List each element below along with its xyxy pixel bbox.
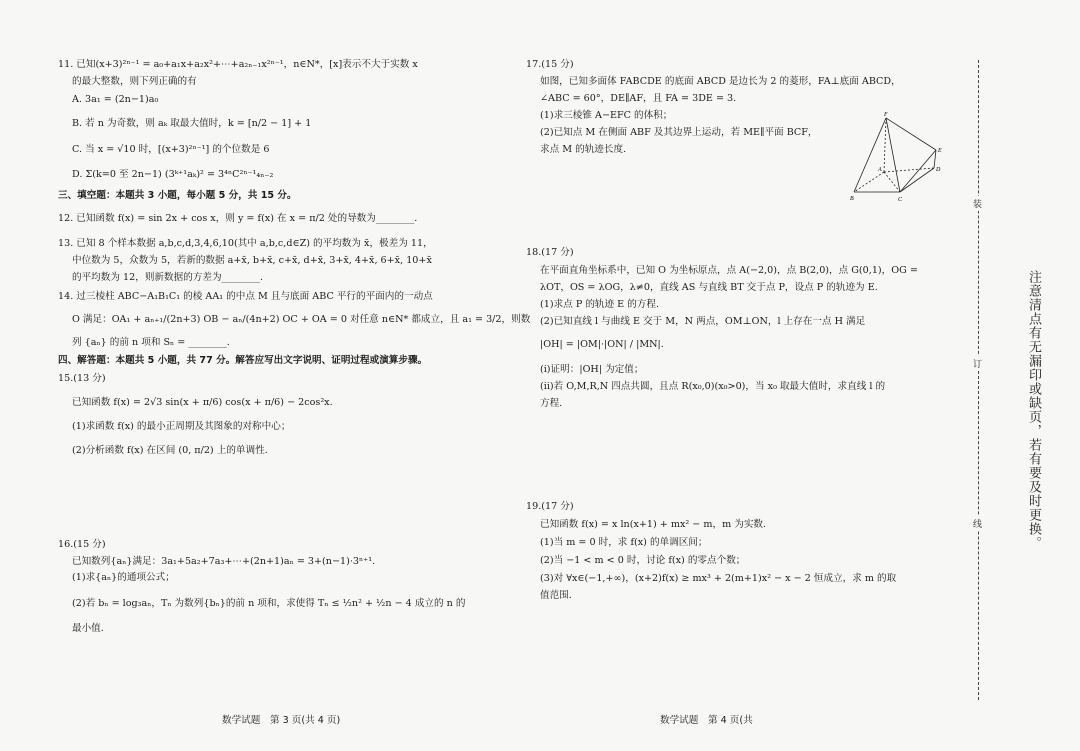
q11-option-c: C. 当 x = √10 时，[(x+3)²ⁿ⁻¹] 的个位数是 6 bbox=[72, 144, 270, 155]
q16-line2: (1)求{aₙ}的通项公式； bbox=[72, 572, 175, 583]
q19-head: 19.(17 分) bbox=[526, 501, 574, 512]
q15-line1: 已知函数 f(x) = 2√3 sin(x + π/6) cos(x + π/6) − 2cos²x. bbox=[72, 397, 333, 408]
q19-line3: (2)当 −1 < m < 0 时，讨论 f(x) 的零点个数； bbox=[540, 555, 746, 566]
q16-head: 16.(15 分) bbox=[58, 539, 106, 550]
binding-label-ding: 订 bbox=[973, 356, 982, 371]
q11-option-d: D. Σ(k=0 至 2n−1) (3ᵏ⁺¹aₖ)² = 3⁴ⁿC²ⁿ⁻¹₄ₙ₋₂ bbox=[72, 169, 274, 180]
q15-line2: (1)求函数 f(x) 的最小正周期及其图象的对称中心； bbox=[72, 421, 291, 432]
q13-line1: 13. 已知 8 个样本数据 a,b,c,d,3,4,6,10(其中 a,b,c,d∈Z) 的平均数为 x̄，极差为 11， bbox=[58, 238, 433, 249]
q11-line2: 的最大整数，则下列正确的有 bbox=[72, 76, 197, 87]
q11-option-b: B. 若 n 为奇数，则 aₖ 取最大值时，k = [n/2 − 1] + 1 bbox=[72, 118, 312, 129]
section-4-heading: 四、解答题：本题共 5 小题，共 77 分。解答应写出文字说明、证明过程或演算步骤。 bbox=[58, 355, 428, 366]
q19-line1: 已知函数 f(x) = x ln(x+1) + mx² − m，m 为实数. bbox=[540, 519, 767, 530]
q11-line1: 11. 已知(x+3)²ⁿ⁻¹ = a₀+a₁x+a₂x²+⋯+a₂ₙ₋₁x²ⁿ⁻¹，n∈N*，[x]表示不大于实数 x bbox=[58, 59, 418, 70]
q16-line4: 最小值. bbox=[72, 623, 104, 634]
q14-line2: O 满足：OA₁ + aₙ₊₁/(2n+3) OB − aₙ/(4n+2) OC + OA = 0 对任意 n∈N* 都成立，且 a₁ = 3/2，则数 bbox=[72, 314, 531, 325]
q17-head: 17.(15 分) bbox=[526, 59, 574, 70]
q17-line1: 如图，已知多面体 FABCDE 的底面 ABCD 是边长为 2 的菱形，FA⊥底面 ABCD， bbox=[540, 76, 901, 87]
q18-line6: (ⅰ)证明：|OH| 为定值； bbox=[540, 364, 644, 375]
binding-label-xian: 线 bbox=[973, 516, 982, 531]
q17-line5: 求点 M 的轨迹长度. bbox=[540, 144, 627, 155]
q18-line1: 在平面直角坐标系中，已知 O 为坐标原点，点 A(−2,0)，点 B(2,0)，点 G(0,1)，OG = bbox=[540, 265, 918, 276]
left-page-footer: 数学试题 第 3 页(共 4 页) bbox=[222, 715, 341, 726]
q14-line1: 14. 过三棱柱 ABC−A₁B₁C₁ 的棱 AA₁ 的中点 M 且与底面 ABC 平行的平面内的一动点 bbox=[58, 291, 433, 302]
figure-label-f: F bbox=[884, 112, 888, 118]
q18-line8: 方程. bbox=[540, 398, 563, 409]
q18-line7: (ⅱ)若 O,M,R,N 四点共圆，且点 R(x₀,0)(x₀>0)，当 x₀ 取最大值时，求直线 l 的 bbox=[540, 381, 886, 392]
q13-line3: 的平均数为 12，则新数据的方差为________. bbox=[72, 272, 263, 283]
section-3-heading: 三、填空题：本题共 3 小题，每小题 5 分，共 15 分。 bbox=[58, 190, 297, 201]
figure-label-e: E bbox=[938, 148, 942, 154]
q18-head: 18.(17 分) bbox=[526, 247, 574, 258]
q18-line4: (2)已知直线 l 与曲线 E 交于 M，N 两点，OM⊥ON，l 上存在一点 H 满足 bbox=[540, 316, 866, 327]
q17-line3: (1)求三棱锥 A−EFC 的体积； bbox=[540, 110, 673, 121]
q17-line2: ∠ABC = 60°，DE∥AF，且 FA = 3DE = 3. bbox=[540, 93, 737, 104]
binding-label-zhuang: 装 bbox=[973, 196, 982, 211]
q15-line3: (2)分析函数 f(x) 在区间 (0, π/2) 上的单调性. bbox=[72, 445, 268, 456]
q13-line2: 中位数为 5，众数为 5，若新的数据 a+x̄, b+x̄, c+x̄, d+x̄, 3+x̄, 4+x̄, 6+x̄, 10+x̄ bbox=[72, 255, 432, 266]
binding-dashed-line bbox=[978, 60, 980, 700]
q19-line2: (1)当 m = 0 时，求 f(x) 的单调区间； bbox=[540, 537, 708, 548]
figure-label-b: B bbox=[850, 196, 854, 202]
right-page-footer: 数学试题 第 4 页(共 bbox=[660, 715, 753, 726]
q18-line5: |OH| = |OM|·|ON| / |MN|. bbox=[540, 339, 664, 350]
figure-label-a: A bbox=[878, 167, 882, 173]
q19-line5: 值范围. bbox=[540, 590, 572, 601]
q18-line3: (1)求点 P 的轨迹 E 的方程. bbox=[540, 299, 660, 310]
q14-line3: 列 {aₙ} 的前 n 项和 Sₙ = ________. bbox=[72, 337, 230, 348]
q16-line3: (2)若 bₙ = log₃aₙ，Tₙ 为数列{bₙ}的前 n 项和，求使得 Tₙ ≤ ½n² + ½n − 4 成立的 n 的 bbox=[72, 598, 466, 609]
polyhedron-figure bbox=[848, 110, 948, 204]
q12: 12. 已知函数 f(x) = sin 2x + cos x，则 y = f(x) 在 x = π/2 处的导数为________. bbox=[58, 213, 418, 224]
q16-line1: 已知数列{aₙ}满足：3a₁+5a₂+7a₃+⋯+(2n+1)aₙ = 3+(n−1)·3ⁿ⁺¹. bbox=[72, 556, 376, 567]
q17-line4: (2)已知点 M 在侧面 ABF 及其边界上运动，若 ME∥平面 BCF， bbox=[540, 127, 818, 138]
q18-line2: λOT，OS = λOG，λ≠0，直线 AS 与直线 BT 交于点 P，设点 P 的轨迹为 E. bbox=[540, 282, 878, 293]
q15-head: 15.(13 分) bbox=[58, 373, 106, 384]
vertical-notice: 注意清点有无漏印或缺页，若有要及时更换。 bbox=[1026, 270, 1041, 550]
figure-label-c: C bbox=[898, 197, 903, 203]
q19-line4: (3)对 ∀x∈(−1,+∞)，(x+2)f(x) ≥ mx³ + 2(m+1)x² − x − 2 恒成立，求 m 的取 bbox=[540, 573, 897, 584]
q11-option-a: A. 3a₁ = (2n−1)a₀ bbox=[72, 94, 159, 105]
figure-label-d: D bbox=[936, 167, 941, 173]
